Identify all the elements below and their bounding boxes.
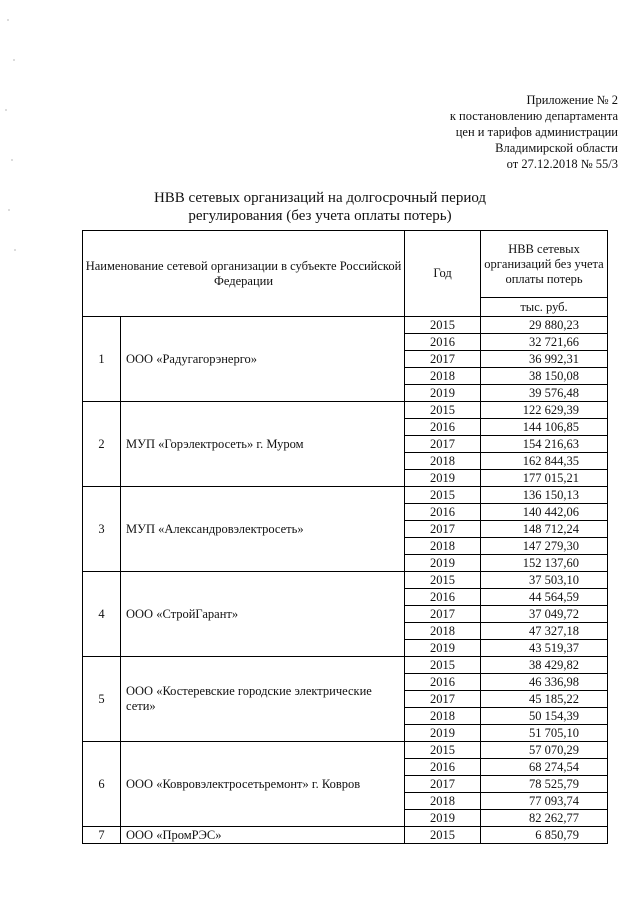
value-cell: 32 721,66 (481, 334, 608, 351)
value-cell: 154 216,63 (481, 436, 608, 453)
table-row (83, 402, 608, 419)
year-cell: 2019 (405, 470, 481, 487)
table-row (83, 657, 608, 674)
value-cell: 43 519,37 (481, 640, 608, 657)
value-cell: 177 015,21 (481, 470, 608, 487)
org-name: ООО «Ковровэлектросетьремонт» г. Ковров (121, 742, 405, 827)
year-cell: 2016 (405, 759, 481, 776)
year-cell: 2015 (405, 657, 481, 674)
year-cell: 2018 (405, 453, 481, 470)
value-cell: 36 992,31 (481, 351, 608, 368)
year-cell: 2019 (405, 725, 481, 742)
value-cell: 44 564,59 (481, 589, 608, 606)
table-row (83, 317, 608, 334)
year-cell: 2015 (405, 827, 481, 844)
value-cell: 148 712,24 (481, 521, 608, 538)
value-cell: 147 279,30 (481, 538, 608, 555)
org-name: ООО «СтройГарант» (121, 572, 405, 657)
table-row (83, 827, 608, 844)
year-cell: 2015 (405, 572, 481, 589)
appendix-line: цен и тарифов администрации (455, 125, 618, 139)
year-cell: 2018 (405, 623, 481, 640)
year-cell: 2015 (405, 742, 481, 759)
org-number: 4 (83, 572, 121, 657)
value-cell: 82 262,77 (481, 810, 608, 827)
value-cell: 37 049,72 (481, 606, 608, 623)
value-cell: 77 093,74 (481, 793, 608, 810)
year-cell: 2018 (405, 368, 481, 385)
header-org-name: Наименование сетевой организации в субъекте Российской Федерации (83, 231, 405, 317)
year-cell: 2017 (405, 776, 481, 793)
scan-edge-artifact (0, 0, 22, 290)
year-cell: 2018 (405, 708, 481, 725)
year-cell: 2016 (405, 419, 481, 436)
header-value: НВВ сетевых организаций без учета оплаты потерь (481, 231, 608, 298)
year-cell: 2019 (405, 810, 481, 827)
year-cell: 2016 (405, 589, 481, 606)
value-cell: 46 336,98 (481, 674, 608, 691)
year-cell: 2016 (405, 504, 481, 521)
year-cell: 2019 (405, 640, 481, 657)
year-cell: 2018 (405, 538, 481, 555)
org-number: 5 (83, 657, 121, 742)
value-cell: 136 150,13 (481, 487, 608, 504)
year-cell: 2015 (405, 487, 481, 504)
year-cell: 2017 (405, 606, 481, 623)
header-unit: тыс. руб. (481, 298, 608, 317)
org-name: ООО «Радугагорэнерго» (121, 317, 405, 402)
year-cell: 2015 (405, 317, 481, 334)
appendix-line: к постановлению департамента (449, 109, 618, 123)
appendix-line: от 27.12.2018 № 55/3 (506, 157, 618, 171)
value-cell: 122 629,39 (481, 402, 608, 419)
value-cell: 144 106,85 (481, 419, 608, 436)
value-cell: 57 070,29 (481, 742, 608, 759)
table-row (83, 572, 608, 589)
value-cell: 45 185,22 (481, 691, 608, 708)
year-cell: 2017 (405, 521, 481, 538)
value-cell: 68 274,54 (481, 759, 608, 776)
org-number: 7 (83, 827, 121, 844)
table-row (83, 487, 608, 504)
appendix-header (450, 92, 618, 172)
value-cell: 51 705,10 (481, 725, 608, 742)
table-row (83, 742, 608, 759)
year-cell: 2017 (405, 436, 481, 453)
org-number: 6 (83, 742, 121, 827)
title-line: НВВ сетевых организаций на долгосрочный период (153, 190, 487, 206)
year-cell: 2017 (405, 351, 481, 368)
org-number: 3 (83, 487, 121, 572)
org-name: МУП «Александровэлектросеть» (121, 487, 405, 572)
value-cell: 6 850,79 (481, 827, 608, 844)
document-title (0, 189, 640, 225)
year-cell: 2016 (405, 674, 481, 691)
value-cell: 29 880,23 (481, 317, 608, 334)
value-cell: 78 525,79 (481, 776, 608, 793)
value-cell: 162 844,35 (481, 453, 608, 470)
title-line: регулирования (без учета оплаты потерь) (188, 208, 452, 224)
org-number: 1 (83, 317, 121, 402)
year-cell: 2017 (405, 691, 481, 708)
value-cell: 38 429,82 (481, 657, 608, 674)
value-cell: 47 327,18 (481, 623, 608, 640)
appendix-line: Владимирской области (495, 141, 618, 155)
value-cell: 38 150,08 (481, 368, 608, 385)
year-cell: 2015 (405, 402, 481, 419)
org-name: ООО «Костеревские городские электрические сети» (121, 657, 405, 742)
nvv-table (82, 230, 608, 844)
value-cell: 152 137,60 (481, 555, 608, 572)
year-cell: 2019 (405, 385, 481, 402)
org-name: МУП «Горэлектросеть» г. Муром (121, 402, 405, 487)
year-cell: 2018 (405, 793, 481, 810)
year-cell: 2016 (405, 334, 481, 351)
appendix-line: Приложение № 2 (526, 93, 618, 107)
org-name: ООО «ПромРЭС» (121, 827, 405, 844)
org-number: 2 (83, 402, 121, 487)
value-cell: 39 576,48 (481, 385, 608, 402)
table-body (83, 317, 608, 844)
value-cell: 50 154,39 (481, 708, 608, 725)
value-cell: 37 503,10 (481, 572, 608, 589)
year-cell: 2019 (405, 555, 481, 572)
value-cell: 140 442,06 (481, 504, 608, 521)
header-year: Год (405, 231, 481, 317)
